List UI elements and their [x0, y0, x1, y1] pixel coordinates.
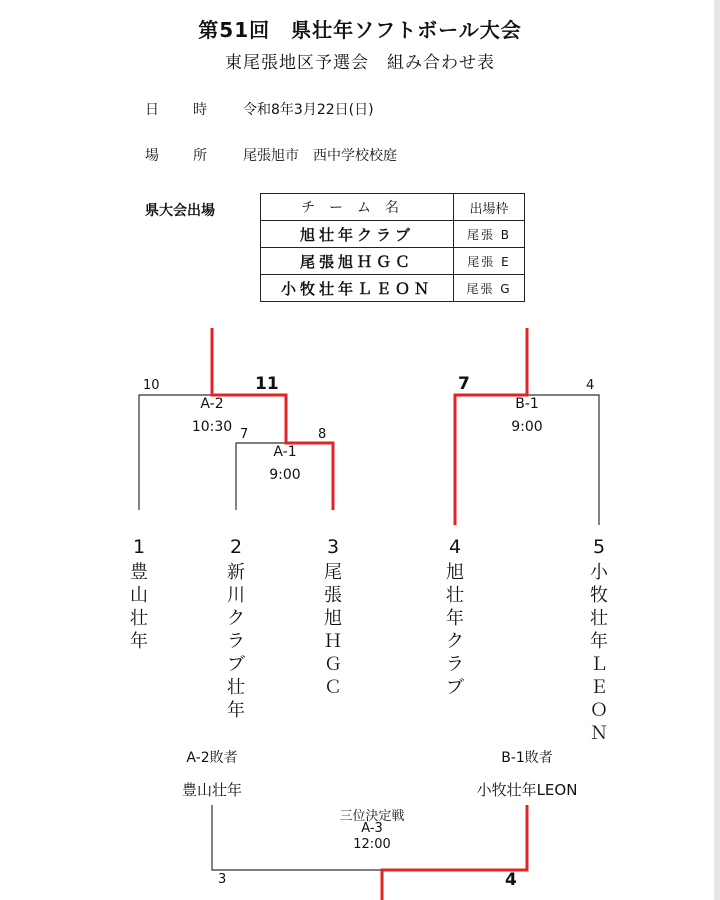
team-name-char: 壮: [590, 608, 608, 629]
team-name-char: 旭: [324, 608, 342, 629]
team-name-char: ブ: [446, 677, 464, 698]
place-value: 尾張旭市 西中学校校庭: [243, 148, 397, 164]
team-name-char: 壮: [446, 585, 464, 606]
a2-score-left: 10: [143, 378, 160, 393]
team-number: 5: [592, 536, 606, 558]
qualified-slot: 尾張 B: [454, 221, 525, 248]
third-left-team: 豊山壮年: [181, 781, 243, 799]
header-slot: 出場枠: [454, 194, 525, 221]
a2-game-id: A-2: [200, 396, 224, 412]
team-name-char: 年: [446, 608, 464, 629]
third-score-left: 3: [218, 872, 227, 887]
team-name-char: 年: [227, 700, 245, 721]
a1-score-right: 8: [318, 427, 327, 442]
third-score-right: 4: [505, 870, 517, 890]
team-name-char: 豊: [130, 562, 148, 583]
third-left-label: A-2敗者: [186, 750, 238, 766]
team-name-char: 旭: [446, 562, 464, 583]
date-value: 令和8年3月22日(日): [243, 102, 374, 118]
b1-score-right: 4: [586, 378, 595, 393]
page-subtitle: 東尾張地区予選会 組み合わせ表: [225, 53, 495, 73]
date-label-2: 時: [193, 102, 207, 118]
qualified-slot: 尾張 E: [454, 248, 525, 275]
team-name-char: 川: [227, 585, 245, 606]
bracket-line-team1: [139, 395, 212, 510]
team-number: 2: [229, 536, 243, 558]
qualified-team: 小牧壮年ＬＥＯＮ: [261, 275, 454, 302]
qualified-team: 旭壮年クラブ: [261, 221, 454, 248]
bracket-line-team5: [527, 395, 599, 525]
bracket-team-4: [440, 533, 470, 699]
team-name: [221, 561, 251, 722]
team-name-char: Ｅ: [590, 677, 608, 698]
a1-game-time: 9:00: [269, 467, 301, 483]
team-name-char: 牧: [590, 585, 608, 606]
team-name-char: ブ: [227, 654, 245, 675]
bracket-team-1: [124, 533, 154, 653]
third-title: 三位決定戦: [339, 809, 405, 824]
qualified-team: 尾張旭ＨＧＣ: [261, 248, 454, 275]
team-name-char: Ｇ: [324, 654, 342, 675]
team-number: 3: [326, 536, 340, 558]
team-name-char: Ｏ: [590, 700, 608, 721]
a1-score-left: 7: [240, 427, 249, 442]
header-team-name: チーム名: [261, 194, 454, 221]
team-name-char: Ｎ: [590, 723, 608, 744]
b1-game-time: 9:00: [511, 419, 543, 435]
qualified-label: 県大会出場: [145, 203, 215, 219]
third-game-id: A-3: [361, 821, 383, 836]
b1-game-id: B-1: [515, 396, 539, 412]
team-name-char: ク: [227, 608, 245, 629]
a1-game-id: A-1: [273, 444, 297, 460]
team-name-char: ラ: [227, 631, 245, 652]
team-number: 1: [132, 536, 146, 558]
team-name: [440, 561, 470, 699]
team-name-char: 年: [590, 631, 608, 652]
team-name-char: ラ: [446, 654, 464, 675]
team-name-char: Ｃ: [324, 677, 342, 698]
team-name-char: Ｌ: [590, 654, 608, 675]
team-name-char: 張: [324, 585, 342, 606]
bracket-team-3: [318, 533, 348, 699]
qualified-slot: 尾張 G: [454, 275, 525, 302]
date-label-1: 日: [145, 102, 159, 118]
place-label-2: 所: [193, 148, 207, 164]
place-label-1: 場: [145, 148, 159, 164]
team-name-char: 年: [130, 631, 148, 652]
a2-score-right: 11: [255, 374, 279, 394]
team-name: [318, 561, 348, 699]
third-right-team: 小牧壮年LEON: [476, 781, 578, 799]
bracket-team-2: [221, 533, 251, 722]
team-name-char: 新: [227, 562, 245, 583]
page-title: 第51回 県壮年ソフトボール大会: [198, 18, 522, 42]
team-name-char: 壮: [130, 608, 148, 629]
team-name-char: ク: [446, 631, 464, 652]
team-name-char: 壮: [227, 677, 245, 698]
team-name: [584, 561, 614, 745]
team-name-char: 山: [130, 585, 148, 606]
team-number: 4: [448, 536, 462, 558]
team-name-char: 尾: [324, 562, 342, 583]
team-name-char: Ｈ: [324, 631, 342, 652]
third-right-label: B-1敗者: [501, 750, 553, 766]
team-name: [124, 561, 154, 653]
a2-game-time: 10:30: [191, 419, 233, 435]
bracket-team-5: [584, 533, 614, 745]
team-name-char: 小: [590, 562, 608, 583]
b1-score-left: 7: [458, 374, 470, 394]
third-game-time: 12:00: [353, 837, 391, 852]
